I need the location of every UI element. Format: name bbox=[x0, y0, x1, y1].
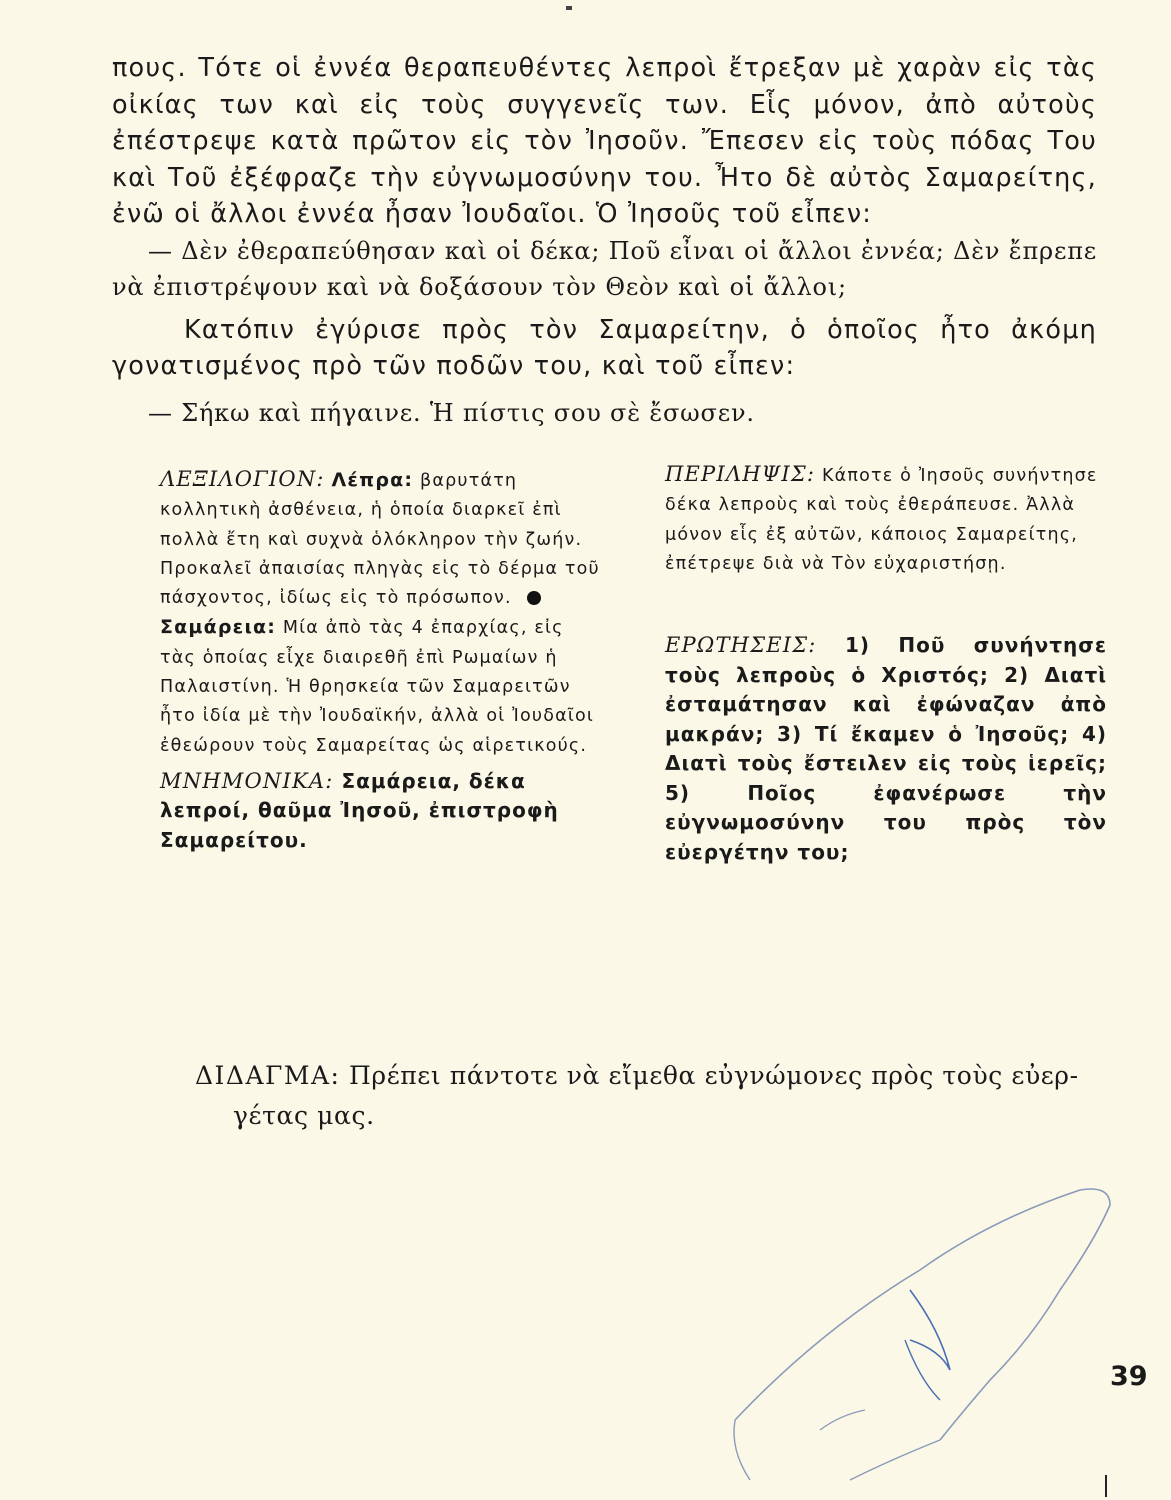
edge-mark bbox=[1105, 1475, 1107, 1497]
page-number: 39 bbox=[1110, 1361, 1148, 1392]
mnemonics-heading: ΜΝΗΜΟΝΙΚΑ: bbox=[160, 768, 334, 793]
scan-mark bbox=[566, 6, 572, 10]
lesson-label: ΔΙΔΑΓΜΑ: bbox=[195, 1061, 341, 1090]
questions-block bbox=[665, 631, 1107, 867]
questions-heading: ΕΡΩΤΗΣΕΙΣ: bbox=[665, 633, 817, 658]
summary-heading: ΠΕΡΙΛΗΨΙΣ: bbox=[665, 462, 816, 486]
question-number: 1) bbox=[844, 633, 871, 658]
question-number: 5) bbox=[665, 780, 691, 805]
glossary-block bbox=[160, 465, 602, 761]
pencil-sketch-drawing bbox=[640, 1180, 1160, 1500]
dialogue-jesus-blessing: — Σήκω καὶ πήγαινε. Ἡ πίστις σου σὲ ἔσωσεν. bbox=[148, 398, 755, 427]
mnemonics-block bbox=[160, 767, 602, 856]
story-text bbox=[112, 50, 1097, 431]
dialogue-jesus-question: — Δὲν ἐθεραπεύθησαν καὶ οἱ δέκα; Ποῦ εἶναι οἱ ἄλλοι ἐννέα; Δὲν ἔπρεπε νὰ ἐπιστρέψουν καὶ νὰ δοξάσουν τὸν Θεὸν καὶ οἱ ἄλλοι; bbox=[112, 236, 1097, 301]
lesson-text-2: γέτας μας. bbox=[233, 1101, 375, 1130]
lesson-moral bbox=[195, 1056, 1105, 1136]
question-number: 4) bbox=[1081, 721, 1107, 746]
story-paragraph-2: Κατόπιν ἐγύρισε πρὸς τὸν Σαμαρείτην, ὁ ὁποῖος ἦτο ἀκόμη γονατισμένος πρὸ τῶν ποδῶν του, καὶ τοῦ εἶπεν: bbox=[112, 314, 1097, 381]
left-column bbox=[160, 465, 602, 855]
story-paragraph-1: πους. Τότε οἱ ἐννέα θεραπευθέντες λεπροὶ ἔτρεξαν μὲ χαρὰν εἰς τὰς οἰκίας των καὶ εἰς τοὺς συγγενεῖς των. Εἷς μόνον, ἀπὸ αὐτοὺς ἐπέστρεψε κατὰ πρῶτον εἰς τὸν Ἰησοῦν. Ἔπεσεν εἰς τοὺς πόδας Του καὶ Τοῦ ἐξέφραζε τὴν εὐγνωμοσύνην του. Ἦτο δὲ αὐτὸς Σαμαρείτης, ἐνῶ οἱ ἄλλοι ἐννέα ἦσαν Ἰουδαῖοι. Ὁ Ἰησοῦς τοῦ εἶπεν: bbox=[112, 53, 1097, 229]
question-number: 2) bbox=[1004, 662, 1030, 687]
glossary-def-leprosy: βαρυτάτη κολλητικὴ ἀσθένεια, ἡ ὁποία διαρκεῖ ἐπὶ πολλὰ ἔτη καὶ συχνὰ ὁλόκληρον τὴν ζωήν. Προκαλεῖ ἀπαισίας πληγὰς εἰς τὸ δέρμα τοῦ πάσχοντος, ἰδίως εἰς τὸ πρόσωπον. bbox=[160, 471, 600, 609]
right-column bbox=[665, 460, 1107, 867]
question-1: Ποῦ συνήντησε τοὺς λεπροὺς ὁ Χριστός; bbox=[665, 633, 1107, 687]
glossary-def-samaria: Μία ἀπὸ τὰς 4 ἐπαρχίας, εἰς τὰς ὁποίας εἶχε διαιρεθῆ ἐπὶ Ρωμαίων ἡ Παλαιστίνη. Ἡ θρησκεία τῶν Σαμαρειτῶν ἦτο ἰδία μὲ τὴν Ἰουδαϊκήν, ἀλλὰ οἱ Ἰουδαῖοι ἐθεώρουν τοὺς Σαμαρείτας ὡς αἱρετικούς. bbox=[160, 618, 595, 756]
glossary-term-samaria: Σαμάρεια: bbox=[160, 616, 277, 639]
question-number: 3) bbox=[777, 721, 803, 746]
lesson-text-1: Πρέπει πάντοτε νὰ εἴμεθα εὐγνώμονες πρὸς τοὺς εὐερ- bbox=[349, 1061, 1079, 1090]
glossary-heading: ΛΕΞΙΛΟΓΙΟΝ: bbox=[160, 467, 325, 491]
question-2: Διατὶ ἐσταμάτησαν καὶ ἐφώναζαν ἀπὸ μακράν; bbox=[665, 662, 1108, 746]
question-5: Ποῖος ἐφανέρωσε τὴν εὐγνωμοσύνην του πρὸς τὸν εὐεργέτην του; bbox=[665, 780, 1107, 864]
question-4: Διατὶ τοὺς ἔστειλεν εἰς τοὺς ἱερεῖς; bbox=[665, 751, 1107, 776]
summary-text: Κάποτε ὁ Ἰησοῦς συνήντησε δέκα λεπροὺς καὶ τοὺς ἐθεράπευσε. Ἀλλὰ μόνον εἷς ἐξ αὐτῶν, κάποιος Σαμαρείτης, ἐπέτρεψε διὰ νὰ Τὸν εὐχαριστήσῃ. bbox=[665, 466, 1098, 574]
summary-block bbox=[665, 460, 1107, 579]
mnemonics-text: Σαμάρεια, δέκα λεπροί, θαῦμα Ἰησοῦ, ἐπιστροφὴ Σαμαρείτου. bbox=[160, 768, 559, 852]
bullet-separator-icon bbox=[527, 591, 541, 605]
lesson-line-1 bbox=[195, 1056, 1105, 1096]
glossary-term-leprosy: Λέπρα: bbox=[331, 469, 414, 491]
question-3: Τί ἔκαμεν ὁ Ἰησοῦς; bbox=[814, 721, 1070, 746]
